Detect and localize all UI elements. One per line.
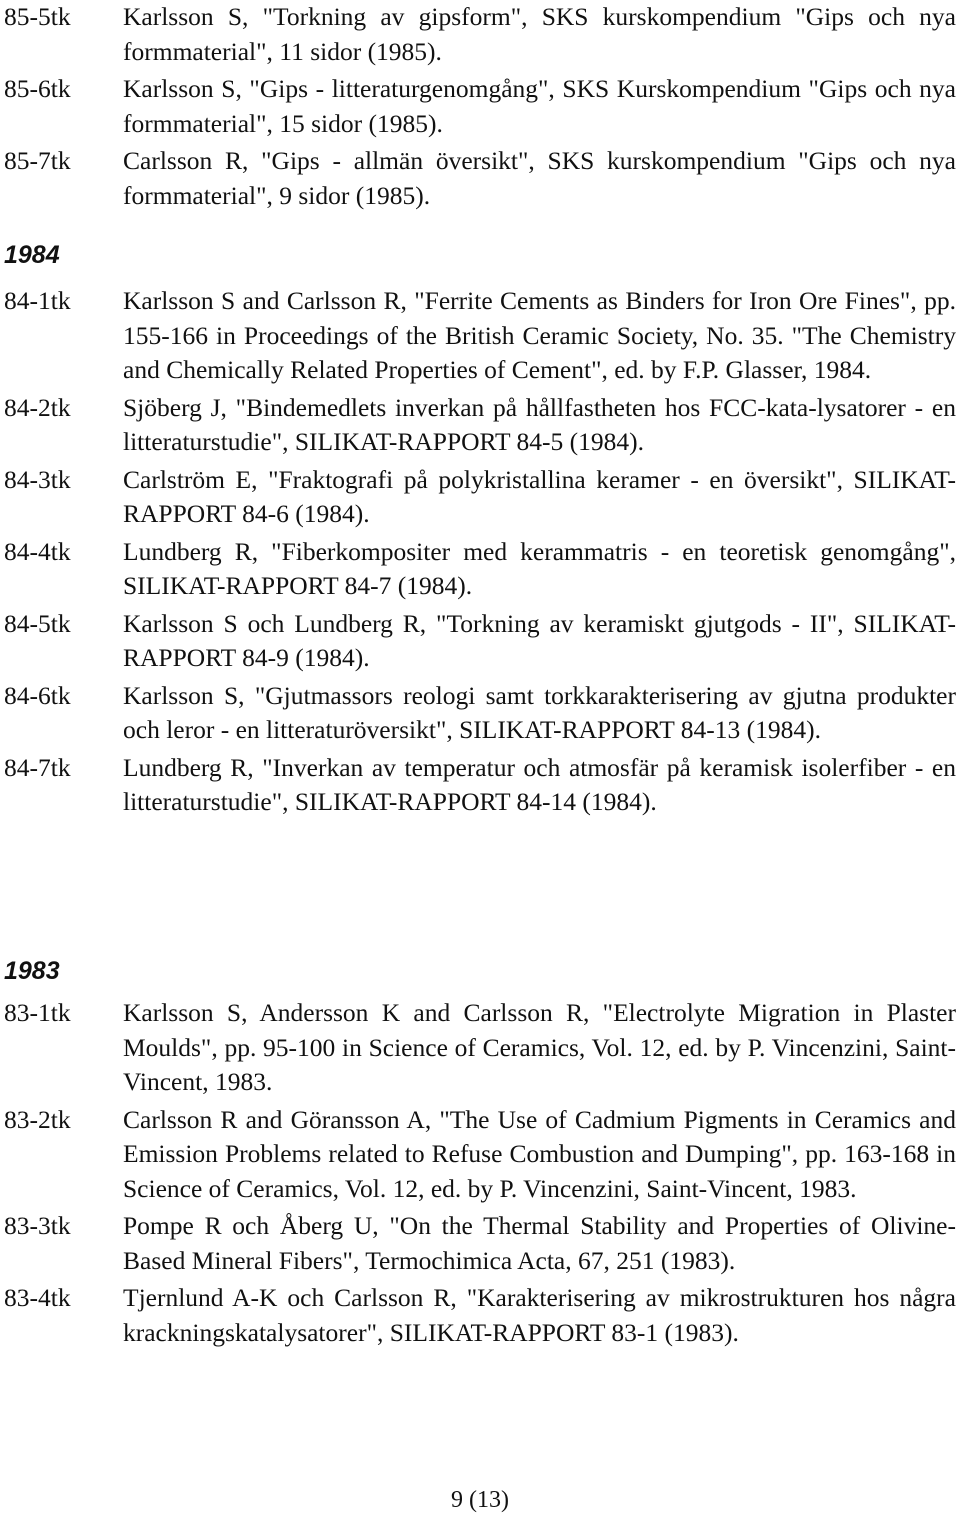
reference-code: 84-1tk xyxy=(4,286,71,315)
reference-code: 84-2tk xyxy=(4,392,71,422)
reference-entry xyxy=(4,1209,956,1278)
reference-entry xyxy=(4,1281,956,1350)
reference-code: 83-3tk xyxy=(4,1211,71,1240)
section-1983 xyxy=(4,954,956,1353)
reference-entry xyxy=(4,535,956,604)
reference-code: 83-1tk xyxy=(4,998,71,1027)
reference-text: Lundberg R, "Inverkan av temperatur och atmosfär på keramisk isolerfiber - en litteraturstudie", SILIKAT-RAPPORT 84-14 (1984). xyxy=(123,752,956,816)
reference-code: 85-5tk xyxy=(4,2,71,31)
reference-text: Karlsson S och Lundberg R, "Torkning av keramiskt gjutgods - II", SILIKAT-RAPPORT 84-9 (1984). xyxy=(123,608,956,672)
reference-code: 84-3tk xyxy=(4,464,71,494)
reference-code: 85-7tk xyxy=(4,146,71,175)
reference-code: 85-6tk xyxy=(4,74,71,103)
reference-text: Carlström E, "Fraktografi på polykristallina keramer - en översikt", SILIKAT-RAPPORT 84-6 (1984). xyxy=(123,464,956,528)
reference-text: Tjernlund A-K och Carlsson R, "Karakterisering av mikrostrukturen hos några krackningskatalysatorer", SILIKAT-RAPPORT 83-1 (1983). xyxy=(123,1283,956,1347)
reference-text: Karlsson S, "Gips - litteraturgenomgång", SKS Kurskompendium "Gips och nya formmaterial", 15 sidor (1985). xyxy=(123,74,956,138)
section-1985 xyxy=(4,0,956,216)
reference-entry xyxy=(4,996,956,1100)
section-1984 xyxy=(4,238,956,823)
reference-entry xyxy=(4,391,956,460)
reference-entry xyxy=(4,463,956,532)
reference-entry xyxy=(4,0,956,69)
reference-code: 84-5tk xyxy=(4,608,71,638)
reference-entry xyxy=(4,72,956,141)
reference-code: 83-4tk xyxy=(4,1283,71,1312)
reference-entry xyxy=(4,1103,956,1207)
reference-text: Sjöberg J, "Bindemedlets inverkan på hållfastheten hos FCC-kata-lysatorer - en litteraturstudie", SILIKAT-RAPPORT 84-5 (1984). xyxy=(123,392,956,456)
reference-text: Karlsson S, Andersson K and Carlsson R, "Electrolyte Migration in Plaster Moulds", pp. 95-100 in Science of Ceramics, Vol. 12, ed. by P. Vincenzini, Saint-Vincent, 1983. xyxy=(123,998,956,1096)
year-heading: 1983 xyxy=(4,957,60,985)
year-heading: 1984 xyxy=(4,241,60,269)
reference-text: Carlsson R, "Gips - allmän översikt", SKS kurskompendium "Gips och nya formmaterial", 9 sidor (1985). xyxy=(123,146,956,210)
reference-text: Karlsson S, "Gjutmassors reologi samt torkkarakterisering av gjutna produkter och leror - en litteraturöversikt", SILIKAT-RAPPORT 84-13 (1984). xyxy=(123,680,956,744)
reference-text: Karlsson S, "Torkning av gipsform", SKS kurskompendium "Gips och nya formmaterial", 11 sidor (1985). xyxy=(123,2,956,66)
reference-text: Pompe R och Åberg U, "On the Thermal Stability and Properties of Olivine-Based Mineral Fibers", Termochimica Acta, 67, 251 (1983). xyxy=(123,1211,956,1275)
reference-entry xyxy=(4,607,956,676)
reference-entry xyxy=(4,751,956,820)
reference-entry xyxy=(4,679,956,748)
page-number: 9 (13) xyxy=(451,1487,509,1513)
reference-text: Karlsson S and Carlsson R, "Ferrite Cements as Binders for Iron Ore Fines", pp. 155-166 in Proceedings of the British Ceramic Society, No. 35. "The Chemistry and Chemically Related Properties of Cement", ed. by F.P. Glasser, 1984. xyxy=(123,286,956,384)
reference-text: Carlsson R and Göransson A, "The Use of Cadmium Pigments in Ceramics and Emission Problems related to Refuse Combustion and Dumping", pp. 163-168 in Science of Ceramics, Vol. 12, ed. by P. Vincenzini, Saint-Vincent, 1983. xyxy=(123,1104,956,1203)
reference-code: 84-6tk xyxy=(4,680,71,710)
reference-code: 84-7tk xyxy=(4,752,71,782)
reference-code: 83-2tk xyxy=(4,1104,71,1134)
reference-entry xyxy=(4,284,956,388)
reference-text: Lundberg R, "Fiberkompositer med kerammatris - en teoretisk genomgång", SILIKAT-RAPPORT 84-7 (1984). xyxy=(123,536,956,600)
reference-code: 84-4tk xyxy=(4,536,71,566)
reference-entry xyxy=(4,144,956,213)
